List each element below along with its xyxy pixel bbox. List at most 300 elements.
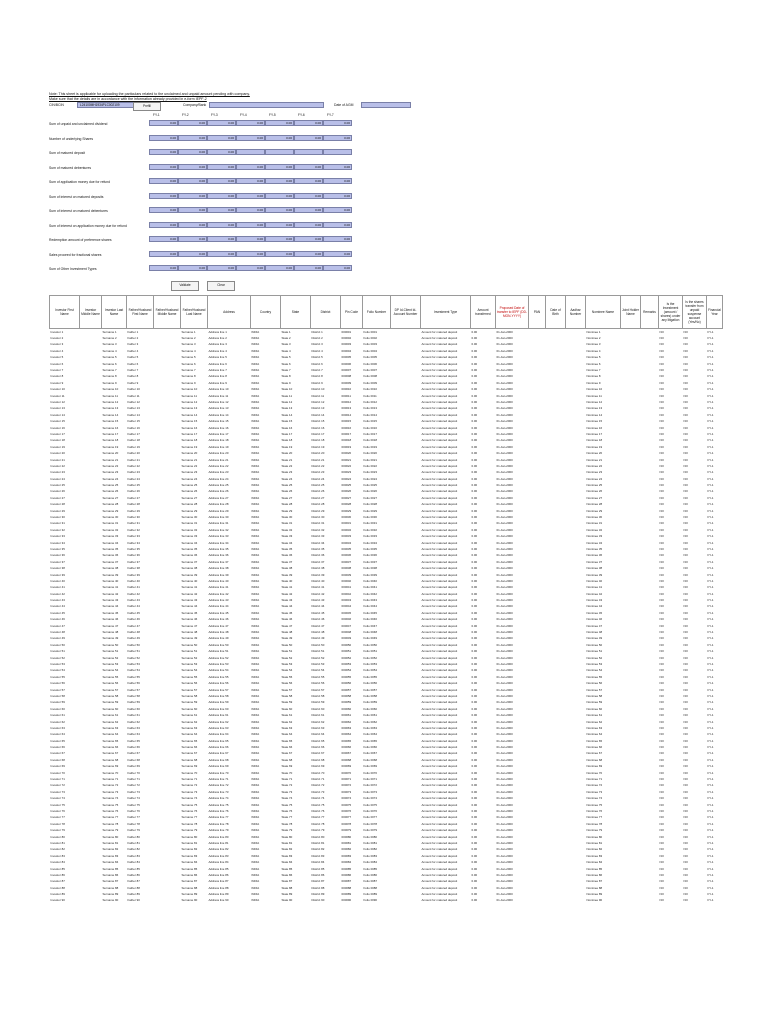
table-cell: 000045 bbox=[341, 610, 352, 615]
table-cell: Investor 1 bbox=[50, 329, 64, 334]
table-cell: District 82 bbox=[311, 847, 325, 852]
table-cell: District 62 bbox=[311, 719, 325, 724]
table-cell: NO bbox=[683, 387, 688, 392]
table-cell: NO bbox=[659, 706, 664, 711]
table-cell: NO bbox=[659, 585, 664, 590]
table-cell: State 78 bbox=[281, 821, 293, 826]
table-cell: 01-Jan-2000 bbox=[496, 757, 513, 762]
table-cell: 01-Jan-2000 bbox=[496, 559, 513, 564]
table-cell: Folio 0061 bbox=[363, 713, 377, 718]
table-cell: Nominee 41 bbox=[586, 585, 603, 590]
table-cell: INDIA bbox=[251, 764, 260, 769]
table-cell: District 88 bbox=[311, 885, 325, 890]
table-cell: 01-Jan-2000 bbox=[496, 355, 513, 360]
column-header: PAN bbox=[529, 295, 546, 328]
table-cell: NO bbox=[683, 368, 688, 373]
table-cell: NO bbox=[683, 521, 688, 526]
table-cell: NO bbox=[659, 342, 664, 347]
table-cell: 01-Jan-2000 bbox=[496, 879, 513, 884]
table-cell: Surname 39 bbox=[102, 572, 119, 577]
table-cell bbox=[621, 328, 641, 335]
table-cell: Amount for matured deposit bbox=[421, 738, 458, 743]
table-cell: INDIA bbox=[251, 847, 260, 852]
table-cell: 0.00 bbox=[471, 847, 478, 852]
table-cell: 01-Jan-2000 bbox=[496, 336, 513, 341]
table-cell: 01-Jan-2000 bbox=[496, 572, 513, 577]
summary-value-cell: 0.00 bbox=[294, 178, 323, 184]
table-cell: Address line 39 bbox=[208, 572, 229, 577]
table-cell: NO bbox=[683, 700, 688, 705]
table-cell: NO bbox=[683, 808, 688, 813]
table-cell: NO bbox=[683, 834, 688, 839]
table-cell: Nominee 56 bbox=[586, 681, 603, 686]
table-cell: Amount for matured deposit bbox=[421, 610, 458, 615]
table-cell: 0.00 bbox=[471, 770, 478, 775]
summary-row-label: Redemption amount of preference shares bbox=[49, 238, 112, 242]
table-cell bbox=[154, 328, 181, 335]
table-cell: Amount for matured deposit bbox=[421, 336, 458, 341]
table-cell: Folio 0064 bbox=[363, 732, 377, 737]
table-cell: Amount for matured deposit bbox=[421, 751, 458, 756]
table-cell: 01-Jan-2000 bbox=[496, 553, 513, 558]
table-cell: Surname 2 bbox=[102, 336, 117, 341]
summary-row-values bbox=[149, 164, 352, 170]
table-cell: State 71 bbox=[281, 777, 293, 782]
table-cell: 000013 bbox=[341, 406, 352, 411]
cin-label: CIN/BCIN bbox=[49, 103, 64, 107]
table-cell: FY-1 bbox=[707, 757, 714, 762]
table-cell: 01-Jan-2000 bbox=[496, 732, 513, 737]
table-cell: Father 90 bbox=[127, 898, 140, 903]
table-cell: Nominee 53 bbox=[586, 662, 603, 666]
table-cell: Surname 76 bbox=[102, 808, 119, 813]
table-cell: District 36 bbox=[311, 553, 325, 558]
table-cell: Father 34 bbox=[127, 540, 140, 545]
table-cell: Nominee 1 bbox=[586, 329, 601, 334]
table-cell: Surname 9 bbox=[181, 380, 196, 385]
table-cell: Investor 43 bbox=[50, 598, 65, 603]
table-cell: 000083 bbox=[341, 853, 352, 858]
table-cell: Father 10 bbox=[127, 387, 140, 392]
table-cell: FY-1 bbox=[707, 393, 714, 398]
table-cell: Folio 0083 bbox=[363, 853, 377, 858]
table-cell: Folio 0016 bbox=[363, 425, 377, 430]
table-cell: Amount for matured deposit bbox=[421, 451, 458, 456]
table-cell: Folio 0071 bbox=[363, 777, 377, 782]
table-cell: Address line 56 bbox=[208, 681, 229, 686]
table-cell: Investor 18 bbox=[50, 438, 65, 443]
table-cell: 000068 bbox=[341, 757, 352, 762]
table-cell: Surname 33 bbox=[102, 534, 119, 539]
table-cell: NO bbox=[683, 559, 688, 564]
table-cell: Father 47 bbox=[127, 623, 140, 628]
table-cell: Nominee 23 bbox=[586, 470, 603, 475]
table-cell: District 49 bbox=[311, 636, 325, 641]
table-cell: 0.00 bbox=[471, 559, 478, 564]
table-cell bbox=[529, 897, 546, 903]
table-cell: 000079 bbox=[341, 828, 352, 833]
table-cell: Surname 48 bbox=[102, 630, 119, 635]
table-cell: 01-Jan-2000 bbox=[496, 649, 513, 654]
table-cell: 0.00 bbox=[471, 336, 478, 341]
table-cell: Surname 10 bbox=[102, 387, 119, 392]
table-cell: NO bbox=[659, 546, 664, 551]
table-cell: Amount for matured deposit bbox=[421, 598, 458, 603]
table-cell: Father 31 bbox=[127, 521, 140, 526]
table-cell: Nominee 78 bbox=[586, 821, 603, 826]
table-cell: NO bbox=[659, 662, 664, 666]
table-cell: Address line 33 bbox=[208, 534, 229, 539]
table-cell: Folio 0049 bbox=[363, 636, 377, 641]
agm-date-input[interactable] bbox=[361, 102, 411, 108]
table-cell: Folio 0089 bbox=[363, 892, 377, 897]
table-cell: Investor 81 bbox=[50, 840, 65, 845]
table-cell: District 35 bbox=[311, 546, 325, 551]
summary-row-values bbox=[149, 135, 352, 141]
table-cell: Surname 35 bbox=[181, 546, 198, 551]
column-header: State bbox=[281, 295, 311, 328]
table-cell: Investor 45 bbox=[50, 610, 65, 615]
table-cell: INDIA bbox=[251, 617, 260, 622]
table-cell: Surname 84 bbox=[102, 860, 119, 865]
table-cell: INDIA bbox=[251, 457, 260, 462]
table-cell: Surname 25 bbox=[102, 483, 119, 488]
table-cell: 0.00 bbox=[471, 438, 478, 443]
table-cell: FY-1 bbox=[707, 713, 714, 718]
table-cell: Folio 0003 bbox=[363, 342, 377, 347]
table-cell: Father 27 bbox=[127, 495, 140, 500]
table-cell: Amount for matured deposit bbox=[421, 713, 458, 718]
table-cell: State 3 bbox=[281, 342, 291, 347]
table-cell: Investor 85 bbox=[50, 866, 65, 871]
table-cell: State 42 bbox=[281, 591, 293, 596]
table-cell bbox=[529, 328, 546, 335]
table-cell: State 14 bbox=[281, 412, 293, 417]
table-cell: 000043 bbox=[341, 598, 352, 603]
table-cell: 000041 bbox=[341, 585, 352, 590]
table-cell: Amount for matured deposit bbox=[421, 566, 458, 571]
table-cell: Surname 30 bbox=[181, 515, 198, 520]
table-cell: Address line 23 bbox=[208, 470, 229, 475]
table-cell: Amount for matured deposit bbox=[421, 853, 458, 858]
table-cell: INDIA bbox=[251, 336, 260, 341]
investor-details-table bbox=[49, 295, 723, 904]
table-cell: FY-1 bbox=[707, 399, 714, 404]
fy-header: FY-2 bbox=[182, 113, 189, 117]
table-cell: Father 45 bbox=[127, 610, 140, 615]
table-cell: Folio 0077 bbox=[363, 815, 377, 820]
table-cell: NO bbox=[659, 598, 664, 603]
table-cell: State 18 bbox=[281, 438, 293, 443]
table-cell: NO bbox=[683, 738, 688, 743]
table-cell: State 24 bbox=[281, 476, 293, 481]
table-cell: 000062 bbox=[341, 719, 352, 724]
table-cell: Nominee 55 bbox=[586, 674, 603, 679]
table-cell: 01-Jan-2000 bbox=[496, 866, 513, 871]
table-cell: Folio 0011 bbox=[363, 393, 377, 398]
table-cell: State 77 bbox=[281, 815, 293, 820]
table-cell: Surname 4 bbox=[102, 348, 117, 353]
table-cell: Investor 48 bbox=[50, 630, 65, 635]
table-cell: Folio 0058 bbox=[363, 693, 377, 698]
table-cell: State 56 bbox=[281, 681, 293, 686]
table-cell: State 19 bbox=[281, 444, 293, 449]
table-cell: 01-Jan-2000 bbox=[496, 431, 513, 436]
table-cell: NO bbox=[659, 789, 664, 794]
table-cell: Father 20 bbox=[127, 451, 140, 456]
cin-input[interactable]: L24100MH1934PLC002109 bbox=[77, 102, 135, 108]
table-cell: Folio 0044 bbox=[363, 604, 377, 609]
table-cell: 0.00 bbox=[471, 789, 478, 794]
table-cell: INDIA bbox=[251, 572, 260, 577]
table-cell: Folio 0042 bbox=[363, 591, 377, 596]
table-cell: NO bbox=[683, 355, 688, 360]
table-cell: 0.00 bbox=[471, 745, 478, 750]
table-cell: FY-1 bbox=[707, 336, 714, 341]
table-cell: Surname 85 bbox=[102, 866, 119, 871]
table-body bbox=[50, 328, 723, 904]
column-header: Address bbox=[208, 295, 251, 328]
table-cell: Amount for matured deposit bbox=[421, 821, 458, 826]
table-cell: Surname 37 bbox=[102, 559, 119, 564]
table-cell: NO bbox=[659, 508, 664, 513]
table-cell: 000060 bbox=[341, 706, 352, 711]
table-cell: Nominee 10 bbox=[586, 387, 603, 392]
table-cell: NO bbox=[659, 668, 664, 673]
table-cell: Investor 80 bbox=[50, 834, 65, 839]
clear-button[interactable]: Clear bbox=[207, 281, 235, 291]
table-cell: Amount for matured deposit bbox=[421, 495, 458, 500]
table-cell: Folio 0008 bbox=[363, 374, 377, 379]
table-cell: Nominee 5 bbox=[586, 355, 601, 360]
table-cell: INDIA bbox=[251, 585, 260, 590]
table-cell: Nominee 7 bbox=[586, 368, 601, 373]
table-cell: NO bbox=[683, 642, 688, 647]
table-cell: 0.00 bbox=[471, 444, 478, 449]
table-cell: NO bbox=[659, 892, 664, 897]
validate-button[interactable]: Validate bbox=[171, 281, 199, 291]
table-cell: NO bbox=[683, 572, 688, 577]
table-cell: INDIA bbox=[251, 495, 260, 500]
table-cell: 01-Jan-2000 bbox=[496, 623, 513, 628]
table-cell: Father 21 bbox=[127, 457, 140, 462]
column-header: Joint Holder Name bbox=[621, 295, 641, 328]
table-cell: Surname 22 bbox=[102, 463, 119, 468]
table-cell: Amount for matured deposit bbox=[421, 348, 458, 353]
table-cell: Address line 85 bbox=[208, 866, 229, 871]
table-cell: NO bbox=[659, 879, 664, 884]
table-cell: NO bbox=[659, 495, 664, 500]
table-cell: NO bbox=[659, 872, 664, 877]
table-cell: District 46 bbox=[311, 617, 325, 622]
table-cell: Address line 76 bbox=[208, 808, 229, 813]
table-cell: Investor 27 bbox=[50, 495, 65, 500]
table-cell: FY-1 bbox=[707, 668, 714, 673]
table-cell: Surname 29 bbox=[181, 508, 198, 513]
table-cell: Surname 59 bbox=[102, 700, 119, 705]
table-cell: 000040 bbox=[341, 578, 352, 583]
table-cell: Nominee 27 bbox=[586, 495, 603, 500]
table-cell: 000065 bbox=[341, 738, 352, 743]
table-cell: Investor 64 bbox=[50, 732, 65, 737]
table-cell: Address line 42 bbox=[208, 591, 229, 596]
table-cell: 0.00 bbox=[471, 515, 478, 520]
table-cell: Folio 0035 bbox=[363, 546, 377, 551]
table-cell: NO bbox=[659, 399, 664, 404]
table-cell: Father 19 bbox=[127, 444, 140, 449]
table-cell: 0.00 bbox=[471, 898, 478, 903]
table-cell: District 32 bbox=[311, 527, 325, 532]
table-cell: INDIA bbox=[251, 649, 260, 654]
table-cell: Surname 81 bbox=[102, 840, 119, 845]
table-cell: NO bbox=[659, 834, 664, 839]
table-cell: Amount for matured deposit bbox=[421, 764, 458, 769]
table-cell: Surname 62 bbox=[181, 719, 198, 724]
table-cell: State 65 bbox=[281, 738, 293, 743]
table-cell: INDIA bbox=[251, 470, 260, 475]
table-cell: 01-Jan-2000 bbox=[496, 444, 513, 449]
table-cell: Surname 24 bbox=[102, 476, 119, 481]
company-input[interactable] bbox=[209, 102, 324, 108]
table-cell: 01-Jan-2000 bbox=[496, 808, 513, 813]
table-cell bbox=[621, 897, 641, 903]
table-cell: Surname 86 bbox=[181, 872, 198, 877]
table-cell: NO bbox=[659, 815, 664, 820]
table-cell: NO bbox=[683, 348, 688, 353]
table-cell: Father 75 bbox=[127, 802, 140, 807]
prefill-button[interactable]: Prefill bbox=[133, 102, 161, 111]
table-cell: Father 36 bbox=[127, 553, 140, 558]
table-cell: NO bbox=[683, 336, 688, 341]
table-cell: 000058 bbox=[341, 693, 352, 698]
table-cell: 000024 bbox=[341, 476, 352, 481]
table-cell: Nominee 37 bbox=[586, 559, 603, 564]
summary-value-cell: 0.00 bbox=[149, 149, 178, 155]
table-cell: Investor 30 bbox=[50, 515, 65, 520]
table-cell: State 62 bbox=[281, 719, 293, 724]
table-cell: Folio 0013 bbox=[363, 406, 377, 411]
table-cell: 0.00 bbox=[471, 802, 478, 807]
column-header: Investor Middle Name bbox=[80, 295, 102, 328]
table-cell: Address line 65 bbox=[208, 738, 229, 743]
table-cell: NO bbox=[659, 444, 664, 449]
table-cell: Address line 54 bbox=[208, 668, 229, 673]
table-cell: NO bbox=[659, 885, 664, 890]
table-cell: Nominee 50 bbox=[586, 642, 603, 647]
table-cell: Address line 16 bbox=[208, 425, 229, 430]
table-cell: 000014 bbox=[341, 412, 352, 417]
table-cell: Surname 47 bbox=[102, 623, 119, 628]
table-cell: Folio 0073 bbox=[363, 789, 377, 794]
table-cell: State 23 bbox=[281, 470, 293, 475]
table-cell: Surname 89 bbox=[102, 892, 119, 897]
table-cell bbox=[154, 897, 181, 903]
table-cell: Address line 34 bbox=[208, 540, 229, 545]
table-cell: 01-Jan-2000 bbox=[496, 681, 513, 686]
summary-value-cell: 0.00 bbox=[149, 236, 178, 242]
table-cell: Address line 12 bbox=[208, 399, 229, 404]
table-cell: FY-1 bbox=[707, 802, 714, 807]
table-cell: NO bbox=[659, 681, 664, 686]
summary-value-cell: 0.00 bbox=[265, 135, 294, 141]
summary-row-label: Sum of matured debentures bbox=[49, 165, 92, 170]
table-cell: INDIA bbox=[251, 604, 260, 609]
table-cell: Address line 86 bbox=[208, 872, 229, 877]
table-cell: 000002 bbox=[341, 336, 352, 341]
table-cell: 000046 bbox=[341, 617, 352, 622]
table-cell: Address line 51 bbox=[208, 649, 229, 654]
table-cell: INDIA bbox=[251, 789, 260, 794]
table-cell: 0.00 bbox=[471, 591, 478, 596]
summary-value-cell: 0.00 bbox=[178, 207, 207, 213]
table-cell: Amount for matured deposit bbox=[421, 719, 458, 724]
table-cell: Investor 19 bbox=[50, 444, 65, 449]
summary-value-cell: 0.00 bbox=[294, 164, 323, 170]
table-cell: INDIA bbox=[251, 444, 260, 449]
table-cell: Surname 46 bbox=[102, 617, 119, 622]
table-cell: NO bbox=[683, 431, 688, 436]
table-cell: 01-Jan-2000 bbox=[496, 578, 513, 583]
table-cell: Father 87 bbox=[127, 879, 140, 884]
table-cell: District 44 bbox=[311, 604, 325, 609]
table-cell: Surname 18 bbox=[102, 438, 119, 443]
table-cell: NO bbox=[659, 802, 664, 807]
table-cell: FY-1 bbox=[707, 489, 714, 494]
table-cell: 01-Jan-2000 bbox=[496, 508, 513, 513]
table-cell: 0.00 bbox=[471, 457, 478, 462]
table-cell: Amount for matured deposit bbox=[421, 502, 458, 507]
table-cell: Father 2 bbox=[127, 336, 139, 341]
summary-value-cell: 0.00 bbox=[265, 236, 294, 242]
summary-value-cell bbox=[236, 149, 265, 155]
column-header: Investor Last Name bbox=[102, 295, 127, 328]
table-cell: 000023 bbox=[341, 470, 352, 475]
table-cell: FY-1 bbox=[707, 534, 714, 539]
table-cell: FY-1 bbox=[707, 840, 714, 845]
table-cell: Nominee 31 bbox=[586, 521, 603, 526]
table-cell: Folio 0004 bbox=[363, 348, 377, 353]
table-cell: Nominee 21 bbox=[586, 457, 603, 462]
table-cell: State 73 bbox=[281, 789, 293, 794]
table-cell: Investor 24 bbox=[50, 476, 65, 481]
table-cell: NO bbox=[683, 463, 688, 468]
table-cell: District 52 bbox=[311, 655, 325, 660]
table-cell: Surname 56 bbox=[181, 681, 198, 686]
table-cell: Father 28 bbox=[127, 502, 140, 507]
table-cell: Address line 62 bbox=[208, 719, 229, 724]
table-cell: Address line 75 bbox=[208, 802, 229, 807]
table-cell: FY-1 bbox=[707, 732, 714, 737]
table-cell: NO bbox=[683, 502, 688, 507]
table-cell: 000019 bbox=[341, 444, 352, 449]
table-cell: Surname 11 bbox=[102, 393, 119, 398]
table-cell: FY-1 bbox=[707, 578, 714, 583]
table-cell: Address line 57 bbox=[208, 687, 229, 692]
table-cell: Amount for matured deposit bbox=[421, 623, 458, 628]
table-cell: Amount for matured deposit bbox=[421, 847, 458, 852]
fy-header: FY-6 bbox=[298, 113, 305, 117]
table-cell: Address line 22 bbox=[208, 463, 229, 468]
table-cell: District 76 bbox=[311, 808, 325, 813]
table-cell: FY-1 bbox=[707, 681, 714, 686]
table-cell: Address line 78 bbox=[208, 821, 229, 826]
table-cell: 000038 bbox=[341, 566, 352, 571]
summary-row bbox=[49, 134, 721, 149]
table-cell: Nominee 75 bbox=[586, 802, 603, 807]
table-cell bbox=[566, 328, 586, 335]
table-cell: Investor 23 bbox=[50, 470, 65, 475]
table-cell: State 75 bbox=[281, 802, 293, 807]
